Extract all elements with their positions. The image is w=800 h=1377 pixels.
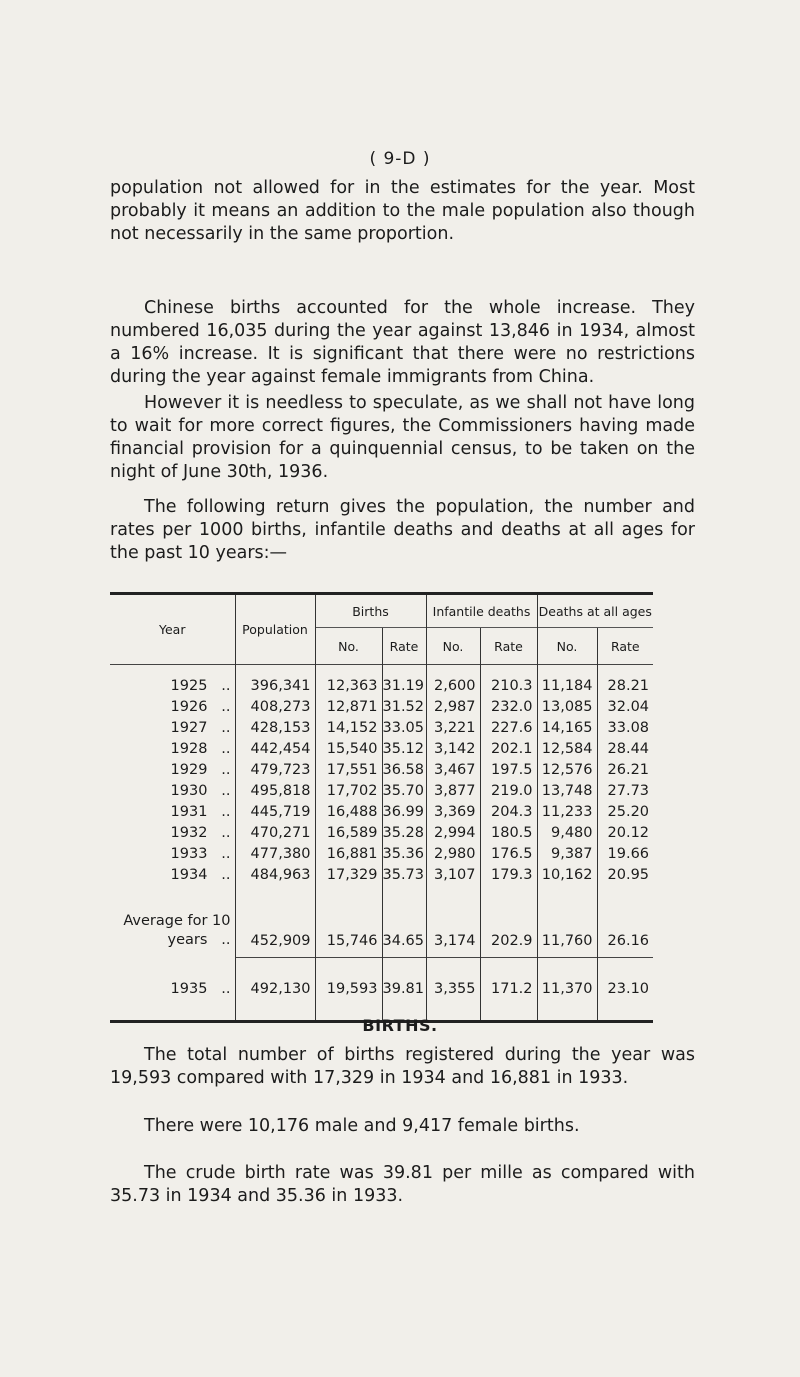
- births-rate-cell: 35.73: [382, 864, 426, 885]
- population-cell: 495,818: [235, 780, 315, 801]
- deaths-no-cell: 11,233: [537, 801, 597, 822]
- births-no-cell: 19,593: [315, 958, 382, 1022]
- header-infantile-deaths: Infantile deaths: [426, 594, 537, 628]
- average-label: Average for 10 years ..: [123, 912, 231, 948]
- header-births-rate: Rate: [382, 628, 426, 665]
- infantile-rate-cell: 197.5: [480, 759, 537, 780]
- infantile-rate-cell: 171.2: [480, 958, 537, 1022]
- births-no-cell: 12,871: [315, 696, 382, 717]
- deaths-rate-cell: 32.04: [597, 696, 653, 717]
- infantile-no-cell: 3,355: [426, 958, 480, 1022]
- table-row: [110, 843, 653, 864]
- deaths-no-cell: 11,760: [537, 885, 597, 958]
- table-row: [110, 864, 653, 885]
- population-cell: 477,380: [235, 843, 315, 864]
- births-no-cell: 15,540: [315, 738, 382, 759]
- deaths-no-cell: 12,584: [537, 738, 597, 759]
- infantile-no-cell: 3,221: [426, 717, 480, 738]
- header-infantile-rate: Rate: [480, 628, 537, 665]
- deaths-rate-cell: 19.66: [597, 843, 653, 864]
- infantile-no-cell: 3,369: [426, 801, 480, 822]
- births-rate-cell: 35.36: [382, 843, 426, 864]
- deaths-rate-cell: 26.21: [597, 759, 653, 780]
- births-no-cell: 16,589: [315, 822, 382, 843]
- population-cell: 479,723: [235, 759, 315, 780]
- infantile-no-cell: 3,142: [426, 738, 480, 759]
- deaths-no-cell: 13,085: [537, 696, 597, 717]
- header-births-no: No.: [315, 628, 382, 665]
- deaths-rate-cell: 20.12: [597, 822, 653, 843]
- current-year-row: [110, 958, 653, 1022]
- infantile-rate-cell: 179.3: [480, 864, 537, 885]
- births-no-cell: 17,702: [315, 780, 382, 801]
- paragraph-chinese-births: Chinese births accounted for the whole increase. They numbered 16,035 during the year against 13,846 in 1934, almost a 16% increase. It is significant that there were no restrictions during the year against female immigrants from China.: [110, 298, 695, 387]
- year-cell: 1925 ..: [110, 665, 235, 697]
- year-cell: 1933 ..: [170, 845, 231, 862]
- infantile-rate-cell: 232.0: [480, 696, 537, 717]
- population-cell: 428,153: [235, 717, 315, 738]
- births-rate-cell: 36.99: [382, 801, 426, 822]
- page-number: ( 9-D ): [369, 149, 431, 169]
- deaths-no-cell: 10,162: [537, 864, 597, 885]
- table-row: [110, 696, 653, 717]
- paragraph-census: However it is needless to speculate, as we shall not have long to wait for more correct figures, the Commissioners having made financial provision for a quinquennial census, to be taken on the night of June 30th, 1936.: [110, 393, 695, 482]
- infantile-no-cell: 3,174: [426, 885, 480, 958]
- deaths-rate-cell: 28.21: [597, 665, 653, 697]
- table-row: [110, 801, 653, 822]
- infantile-rate-cell: 202.1: [480, 738, 537, 759]
- deaths-rate-cell: 27.73: [597, 780, 653, 801]
- table-row: [110, 759, 653, 780]
- infantile-no-cell: 3,467: [426, 759, 480, 780]
- population-cell: 470,271: [235, 822, 315, 843]
- header-deaths-no: No.: [537, 628, 597, 665]
- infantile-rate-cell: 180.5: [480, 822, 537, 843]
- infantile-no-cell: 2,600: [426, 665, 480, 697]
- table-row: [110, 665, 653, 697]
- deaths-rate-cell: 28.44: [597, 738, 653, 759]
- year-cell: 1932 ..: [170, 824, 231, 841]
- paragraph-crude-birth-rate: The crude birth rate was 39.81 per mille as compared with 35.73 in 1934 and 35.36 in 1933.: [110, 1163, 695, 1206]
- births-rate-cell: 34.65: [382, 885, 426, 958]
- population-cell: 442,454: [235, 738, 315, 759]
- infantile-no-cell: 2,994: [426, 822, 480, 843]
- births-rate-cell: 35.70: [382, 780, 426, 801]
- births-rate-cell: 31.52: [382, 696, 426, 717]
- table-row: [110, 780, 653, 801]
- deaths-no-cell: 11,184: [537, 665, 597, 697]
- header-infantile-no: No.: [426, 628, 480, 665]
- births-no-cell: 12,363: [315, 665, 382, 697]
- births-no-cell: 17,551: [315, 759, 382, 780]
- population-cell: 396,341: [235, 665, 315, 697]
- paragraph-total-births: The total number of births registered during the year was 19,593 compared with 17,329 in 1934 and 16,881 in 1933.: [110, 1045, 695, 1088]
- infantile-no-cell: 2,980: [426, 843, 480, 864]
- deaths-no-cell: 14,165: [537, 717, 597, 738]
- infantile-no-cell: 3,107: [426, 864, 480, 885]
- average-row: [110, 885, 653, 958]
- deaths-no-cell: 13,748: [537, 780, 597, 801]
- births-rate-cell: 35.12: [382, 738, 426, 759]
- population-cell: 445,719: [235, 801, 315, 822]
- infantile-rate-cell: 176.5: [480, 843, 537, 864]
- deaths-no-cell: 9,387: [537, 843, 597, 864]
- births-rate-cell: 39.81: [382, 958, 426, 1022]
- births-heading: BIRTHS.: [362, 1016, 438, 1035]
- year-cell: 1928 ..: [170, 740, 231, 757]
- header-deaths-rate: Rate: [597, 628, 653, 665]
- deaths-no-cell: 11,370: [537, 958, 597, 1022]
- year-cell: 1929 ..: [170, 761, 231, 778]
- infantile-rate-cell: 204.3: [480, 801, 537, 822]
- births-no-cell: 16,881: [315, 843, 382, 864]
- births-rate-cell: 35.28: [382, 822, 426, 843]
- header-births: Births: [315, 594, 426, 628]
- births-rate-cell: 36.58: [382, 759, 426, 780]
- year-cell: 1934 ..: [170, 866, 231, 883]
- header-year: Year: [110, 594, 235, 665]
- deaths-rate-cell: 25.20: [597, 801, 653, 822]
- infantile-no-cell: 2,987: [426, 696, 480, 717]
- year-cell: 1927 ..: [170, 719, 231, 736]
- deaths-rate-cell: 20.95: [597, 864, 653, 885]
- header-population: Population: [235, 594, 315, 665]
- births-no-cell: 14,152: [315, 717, 382, 738]
- table-row: [110, 738, 653, 759]
- births-no-cell: 15,746: [315, 885, 382, 958]
- paragraph-population-note: population not allowed for in the estimates for the year. Most probably it means an addition to the male population also though not necessarily in the same proportion.: [110, 178, 695, 244]
- paragraph-male-female-births: There were 10,176 male and 9,417 female births.: [144, 1116, 580, 1136]
- infantile-rate-cell: 210.3: [480, 665, 537, 697]
- deaths-rate-cell: 26.16: [597, 885, 653, 958]
- births-no-cell: 16,488: [315, 801, 382, 822]
- infantile-rate-cell: 202.9: [480, 885, 537, 958]
- births-rate-cell: 31.19: [382, 665, 426, 697]
- infantile-rate-cell: 227.6: [480, 717, 537, 738]
- table-row: [110, 822, 653, 843]
- year-cell: 1931 ..: [170, 803, 231, 820]
- deaths-no-cell: 9,480: [537, 822, 597, 843]
- header-deaths-all-ages: Deaths at all ages: [537, 594, 653, 628]
- year-cell: 1935 ..: [110, 958, 235, 1022]
- births-rate-cell: 33.05: [382, 717, 426, 738]
- vital-statistics-table: [110, 592, 653, 1023]
- year-cell: 1930 ..: [170, 782, 231, 799]
- year-cell: 1926 ..: [170, 698, 231, 715]
- infantile-no-cell: 3,877: [426, 780, 480, 801]
- paragraph-table-intro: The following return gives the population, the number and rates per 1000 births, infantile deaths and deaths at all ages for the past 10 years:—: [110, 497, 695, 563]
- deaths-rate-cell: 23.10: [597, 958, 653, 1022]
- table-row: [110, 717, 653, 738]
- population-cell: 408,273: [235, 696, 315, 717]
- births-no-cell: 17,329: [315, 864, 382, 885]
- infantile-rate-cell: 219.0: [480, 780, 537, 801]
- deaths-no-cell: 12,576: [537, 759, 597, 780]
- population-cell: 452,909: [235, 885, 315, 958]
- population-cell: 484,963: [235, 864, 315, 885]
- deaths-rate-cell: 33.08: [597, 717, 653, 738]
- population-cell: 492,130: [235, 958, 315, 1022]
